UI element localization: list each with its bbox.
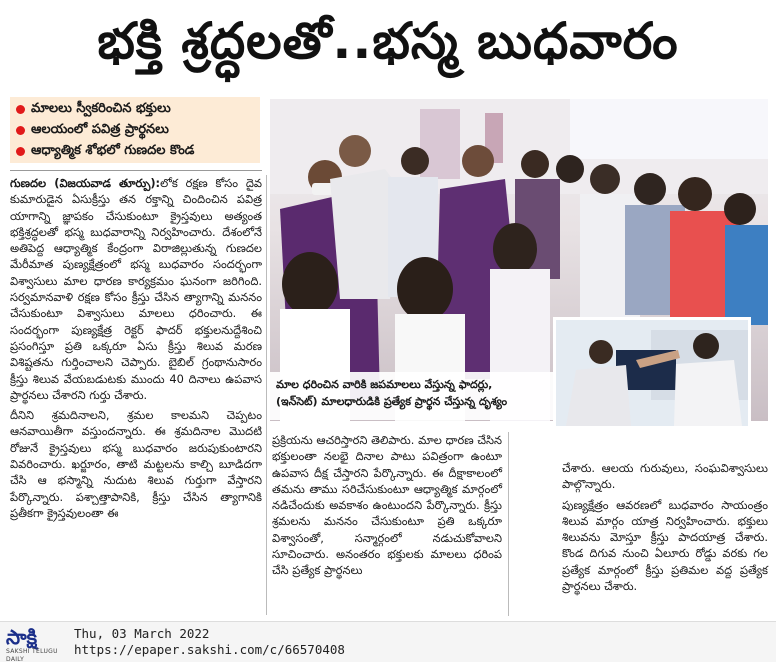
article-column-3 [562, 460, 768, 616]
bullet-dot-icon [16, 105, 25, 114]
edition-date: Thu, 03 March 2022 [74, 626, 210, 641]
headline: భక్తి శ్రద్ధలతో..భస్మ బుధవారం [97, 11, 679, 70]
bullet-dot-icon [16, 126, 25, 135]
article-paragraph: దీనిని శ్రమదినాలని, శ్రమల కాలమని చెప్పటం ఆనవాయితీగా వస్తుందన్నారు. ఈ శ్రమదినాల మొదటి రోజునే క్రైస్తవులు భస్మ బుధవారం జరుపుకుంటారని వివరించారు. ఖర్జూరం, తాటి మట్టలను కాల్చి బూడిదగా చేసి ఆ భస్మాన్ని నుదుట శిలువ గుర్తుగా వేస్తారని పేర్కొన్నారు. పశ్చాత్తాపానికి, క్రీస్తు చేసిన త్యాగానికి ప్రతీకగా క్రైస్తవులంతా ఈ [10, 408, 262, 520]
epaper-link[interactable]: https://epaper.sakshi.com/c/66570408 [74, 642, 345, 657]
prayer-illustration [556, 320, 748, 426]
caption-line-2: (ఇన్‌సెట్) మాలధారుడికి ప్రత్యేక ప్రార్థన చేస్తున్న దృశ్యం [276, 395, 508, 408]
article-paragraph: పుణ్యక్షేత్రం ఆవరణలో బుధవారం సాయంత్రం శిలువ మార్గం యాత్ర నిర్వహించారు. భక్తులు శిలువను మోస్తూ క్రీస్తు పాదయాత్ర చేశారు. కొండ దిగువ నుంచి ఏలూరు రోడ్డు వరకు గల ప్రత్యేక మార్గంలో క్రీస్తు ప్రతిమల వద్ద ప్రత్యేక ప్రార్థనలు చేశారు. [562, 497, 768, 594]
article-paragraph: లోక రక్షణ కోసం దైవ కుమారుడైన ఏసుక్రీస్తు తన రక్తాన్ని చిందించిన పవిత్ర యాగాన్ని జ్ఞాపకం చేసుకుంటూ క్రైస్తవులు అత్యంత భక్తిశ్రద్ధలతో భస్మ బుధవారాన్ని నిర్వహించారు. దేశంలోనే అతిపెద్ద ఆధ్యాత్మిక కేంద్రంగా విరాజిల్లుతున్న గుణదల మేరీమాత పుణ్యక్షేత్రంలో భస్మ బుధవారం సందర్భంగా విశ్వాసులు మాల ధారణ కార్యక్రమం ఘనంగా జరిగింది. సర్వమానవాళి రక్షణ కోసం క్రీస్తు చేసిన త్యాగాన్ని మననం చేసుకుంటూ విశ్వాసులు మాలలు ధరించారు. ఈ సందర్భంగా పుణ్యక్షేత్ర రెక్టర్ ఫాదర్ భక్తులనుద్దేశించి ప్రసంగిస్తూ ప్రతి ఒక్కరూ ఏసు క్రీస్తు శిలువ మరణ విశిష్టతను గుర్తించాలని చెప్పారు. బైబిల్ గ్రంథానుసారం క్రీస్తు శిలువ వేయబడుటకు ముందు 40 దినాలు ఉపవాస ప్రార్థనలు చేశారని గుర్తు చేశారు. [10, 176, 262, 402]
footer [0, 621, 776, 662]
highlight-text: ఆలయంలో పవిత్ర ప్రార్థనలు [31, 121, 169, 137]
sakshi-logo [6, 625, 64, 663]
article-column-2 [272, 432, 502, 616]
divider [10, 170, 262, 171]
bullet-dot-icon [16, 147, 25, 156]
article-paragraph: చేశారు. ఆలయ గురువులు, సంఘవిశ్వాసులు పాల్గొన్నారు. [562, 461, 768, 492]
logo-text: సాక్షి [6, 625, 38, 649]
logo-subtitle: SAKSHI TELUGU DAILY [6, 648, 58, 663]
highlight-text: ఆధ్యాత్మిక శోభలో గుణదల కొండ [31, 142, 195, 158]
dateline: గుణదల (విజయవాడ తూర్పు): [10, 176, 161, 190]
highlights-box [10, 97, 260, 163]
highlight-text: మాలలు స్వీకరించిన భక్తులు [31, 100, 171, 116]
photo-caption [270, 372, 554, 420]
highlight-item [16, 99, 260, 120]
article-column-1 [10, 175, 262, 615]
column-divider [508, 432, 509, 616]
highlight-item [16, 141, 260, 162]
column-divider [266, 175, 267, 615]
inset-photo [553, 317, 751, 429]
article-paragraph: ప్రక్రియను ఆచరిస్తారని తెలిపారు. మాల ధారణ చేసిన భక్తులంతా నలభై దినాల పాటు పవిత్రంగా ఉంటూ ఉపవాస దీక్ష చేస్తారని పేర్కొన్నారు. ఈ దీక్షాకాలంలో తమను తాము సరిచేసుకుంటూ ఆధ్యాత్మిక మార్గంలో నడిచేందుకు అవకాశం ఉంటుందని పేర్కొన్నారు. క్రీస్తు శ్రమలను మననం చేసుకుంటూ ప్రతి ఒక్కరూ విశ్వాసంతో, సన్మార్గంలో నడుచుకోవాలని సూచించారు. అనంతరం భక్తులకు మాలలు ధరింప చేసి ప్రత్యేక ప్రార్థనలు [272, 433, 502, 578]
highlight-item [16, 120, 260, 141]
caption-line-1: మాల ధరించిన వారికి జపమాలలు వేస్తున్న ఫాదర్లు, [276, 378, 493, 391]
